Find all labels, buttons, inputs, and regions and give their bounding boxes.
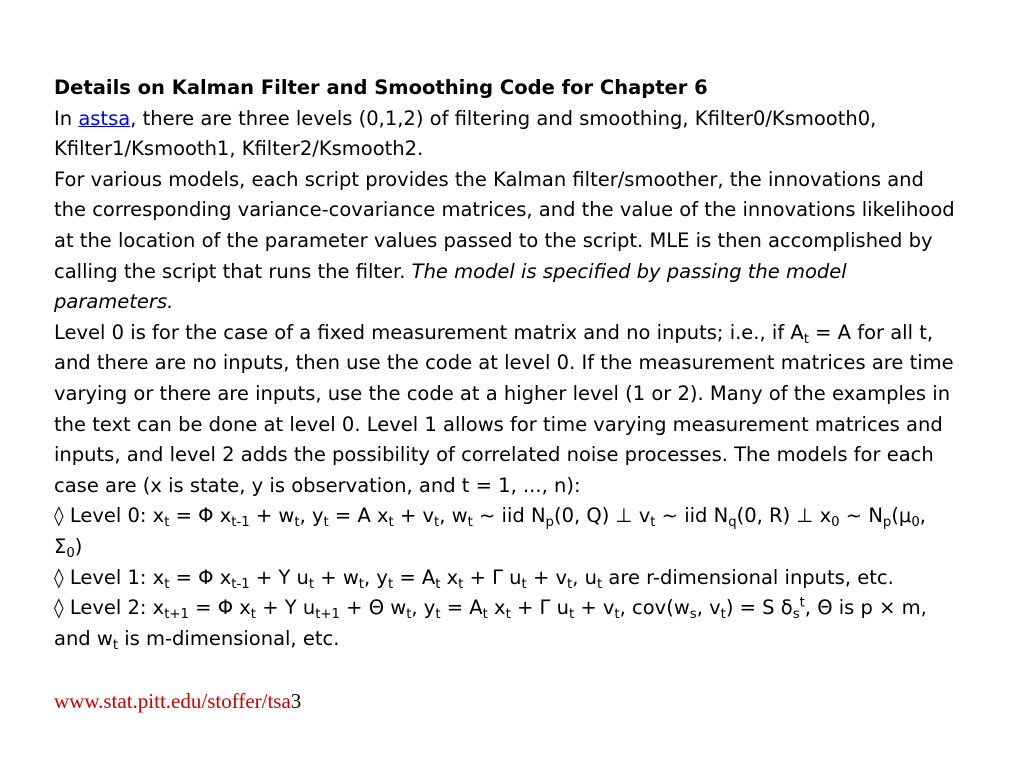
level2-model: ◊ Level 2: $x_{t+1} = \Phi$ $x_t + \Upsilon$ $u_{t+1} + \Theta$ $w_t$, $y_t = A_t$ $x_t + \Gamma$ $u_t + v_t$, $cov(w_s$, $v_t) = S$ $\delta_s^t$, Θ is p × m, and $w_t$ is m-dimensional, etc. xyxy=(54,595,927,653)
footer-reference xyxy=(54,685,960,717)
slide-content xyxy=(54,73,960,717)
level1-model: ◊ Level 1: $x_t = \Phi$ $x_{t-1} + \Upsilon$ $u_t + w_t$, $y_t = A_t$ $x_t + \Gamma$ $u_t + v_t$, $u_t$ are r-dimensional inputs, etc. xyxy=(54,565,894,592)
intro-paragraph: In astsa, there are three levels (0,1,2) of filtering and smoothing, Kfilter0/Ksmooth0, Kfilter1/Ksmooth1, Kfilter2/Ksmooth2. xyxy=(54,106,877,161)
spacer xyxy=(54,654,960,685)
footer-url-link[interactable]: www.stat.pitt.edu/stoffer/tsa xyxy=(54,688,291,713)
italic-note: The model is specified by passing the model parameters. xyxy=(54,259,847,314)
footer-suffix: 3 xyxy=(290,688,302,713)
level0-model: ◊ Level 0: $x_t = \Phi$ $x_{t-1} + w_t$, $y_t = A$ $x_t + v_t$, $w_t$ ~ iid $N_p(0$, Q) ⊥ $v_t$ ~ iid $N_q(0$, R) ⊥ $x_0$ ~ $N_p(\mu_0$, $\Sigma_0$) xyxy=(54,504,926,561)
astsa-link[interactable]: astsa xyxy=(78,106,131,130)
scripts-paragraph: For various models, each script provides the Kalman filter/smoother, the innovations and the corresponding variance-covariance matrices, and the value of the innovations likelihood at the location of the parameter values passed to the script. MLE is then accomplished by calling the script that runs the filter. The model is specified by passing the model parameters. xyxy=(54,167,955,314)
slide-title: Details on Kalman Filter and Smoothing Code for Chapter 6 xyxy=(54,76,708,99)
levels-paragraph: Level 0 is for the case of a fixed measurement matrix and no inputs; i.e., if $A_t = A$ for all t, and there are no inputs, then use the code at level 0. If the measurement matrices are time varying or there are inputs, use the code at a higher level (1 or 2). Many of the examples in the text can be done at level 0. Level 1 allows for time varying measurement matrices and inputs, and level 2 adds the possibility of correlated noise processes. The models for each case are (x is state, y is observation, and t = 1, ..., n): xyxy=(54,320,954,497)
